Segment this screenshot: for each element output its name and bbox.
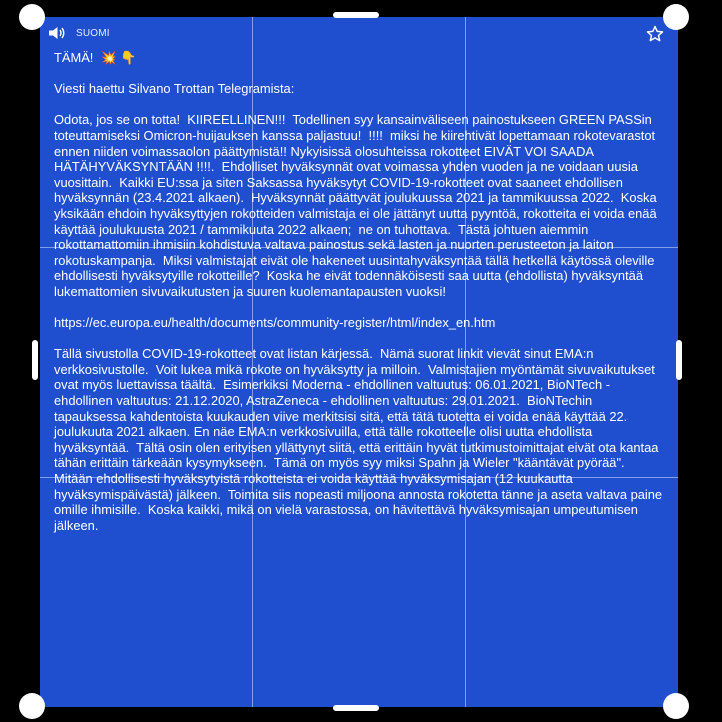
crop-edge-right[interactable]: [676, 340, 682, 380]
language-label[interactable]: SUOMI: [76, 28, 110, 39]
crop-handle-top-left[interactable]: [19, 4, 45, 30]
crop-handle-bottom-left[interactable]: [19, 693, 45, 719]
speaker-icon[interactable]: [48, 26, 66, 40]
post-card: [40, 17, 678, 707]
title-emojis: 💥 👇: [100, 50, 137, 65]
crop-edge-left[interactable]: [32, 340, 38, 380]
crop-handle-top-right[interactable]: [663, 4, 689, 30]
post-title: TÄMÄ!: [54, 50, 94, 65]
star-icon[interactable]: [646, 25, 664, 43]
post-title-line: [54, 50, 664, 66]
second-paragraph: Tällä sivustolla COVID-19-rokotteet ovat listan kärjessä. Nämä suorat linkit vievät sinut EMA:n verkkosivustolle. Voit lukea mikä rokote on hyväksytty ja milloin. Valmistajien myöntämät sivuvaikutukset ovat myös luettavissa täältä. Esimerkiksi Moderna - ehdollinen valtuutus: 06.01.2021, BioNTech - ehdollinen valtuutus: 21.12.2020, AstraZeneca - ehdollinen valtuutus: 29.01.2021. BioNTechin tapauksessa kahdentoista kuukauden viive merkitsisi sitä, että tätä tuotetta ei voida enää käyttää 22. joulukuuta 2021 alkaen. En näe EMA:n verkkosivuilla, että tälle rokotteelle olisi uutta ehdollista hyväksyntää. Tältä osin olen erityisen yllättynyt siitä, että erittäin hyvät tutkimustoimittajat eivät ota kantaa tähän erittäin tärkeään kysymykseen. Tämä on myös syy miksi Spahn ja Wieler "kääntävät pyörää". Mitään ehdollisesti hyväksytyistä rokotteista ei voida käyttää hyväksymisajan (12 kuukautta hyväksymispäivästä) jälkeen. Toimita siis nopeasti miljoona annosta rokotetta tänne ja aseta valtava paine omille ihmisille. Koska kaikki, mikä on vielä varastossa, on hävitettävä hyväksymisajan umpeutumisen jälkeen.: [54, 346, 666, 533]
source-line: Viesti haettu Silvano Trottan Telegramista:: [54, 81, 295, 97]
register-link[interactable]: https://ec.europa.eu/health/documents/community-register/html/index_en.htm: [54, 315, 496, 331]
post-header: [40, 21, 678, 45]
crop-handle-bottom-right[interactable]: [663, 693, 689, 719]
crop-edge-bottom[interactable]: [333, 705, 379, 711]
crop-edge-top[interactable]: [333, 12, 379, 18]
post-body: [54, 50, 664, 549]
main-paragraph: Odota, jos se on totta! KIIREELLINEN!!! Todellinen syy kansainväliseen painostukseen GREEN PASSin toteuttamiseksi Omicron-huijauksen kanssa paljastuu! !!!! miksi he kiirehtivät lopettamaan rokotevarastot ennen niiden voimassaolon päättymistä!! Nykyisissä olosuhteissa rokotteet EIVÄT VOI SAADA HÄTÄHYVÄKSYNTÄÄN !!!!. Ehdolliset hyväksynnät ovat voimassa yhden vuoden ja ne voidaan uusia vuosittain. Kaikki EU:ssa ja siten Saksassa hyväksytyt COVID-19-rokotteet ovat saaneet ehdollisen hyväksynnän (23.4.2021 alkaen). Hyväksynnät päättyvät joulukuussa 2021 ja tammikuussa 2022. Koska yksikään ehdoin hyväksyttyjen rokotteiden valmistaja ei ole jättänyt uutta pyyntöä, rokotteita ei voida enää käyttää joulukuusta 2021 / tammikuuta 2022 alkaen; ne on tuhottava. Tästä johtuen aiemmin rokottamattomiin ihmisiin kohdistuva valtava painostus sekä lasten ja nuorten perusteeton ja laiton rokotuskampanja. Miksi valmistajat eivät ole hakeneet uusintahyväksyntää tällä hetkellä käytössä oleville ehdollisesti hyväksytyille rokotteille? Koska he eivät todennäköisesti saa uutta (ehdollista) hyväksyntää lukemattomien sivuvaikutusten ja suuren kuolemantapausten vuoksi!: [54, 112, 661, 299]
